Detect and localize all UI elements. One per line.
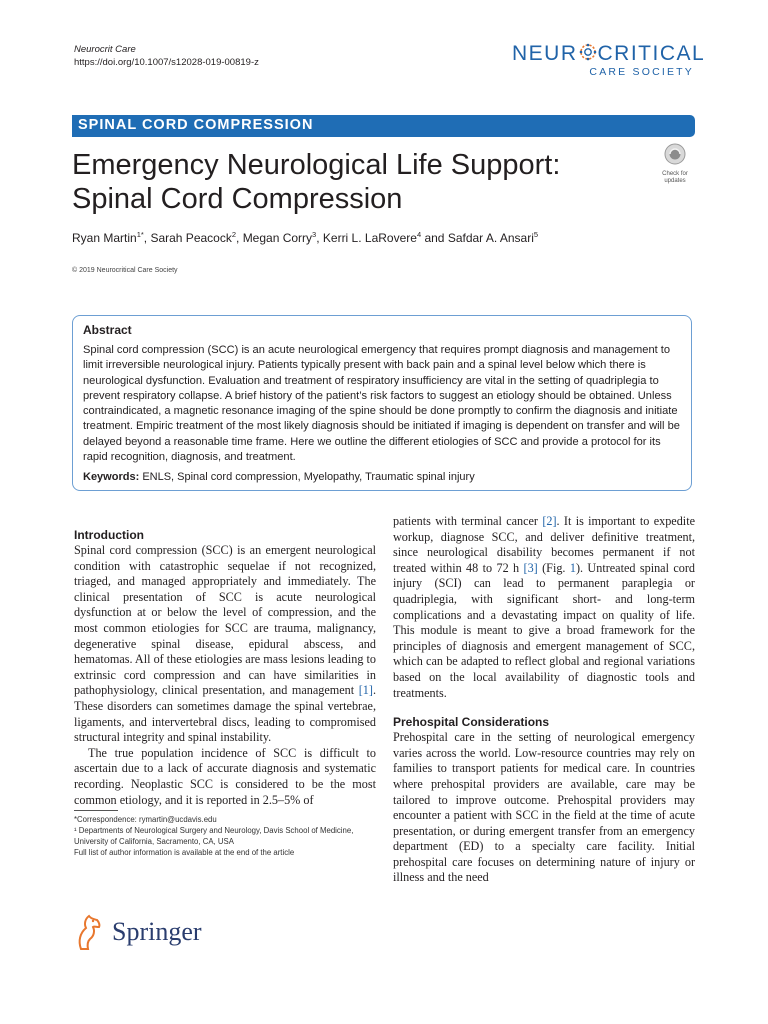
introduction-heading: Introduction <box>74 528 144 542</box>
text-run: Spinal cord compression (SCC) is an emergent neurological condition with catastrophic sequelae if not recognized, triaged, and managed appropriately and immediately. The clinical presentation of SCC is acute neurological dysfunction at or below the level of compression, and the most common etiologies for SCC are trauma, malignancy, degenerative spinal disease, epidural abscess, and hematomas. All of these etiologies are mass lesions leading to extrinsic cord compression and can have similarities in pathophysiology, clinical presentation, and management <box>74 543 376 698</box>
abstract-box <box>72 315 692 491</box>
keywords-label: Keywords: <box>83 471 140 483</box>
logo-text-left: NEUR <box>512 42 578 65</box>
figure-link[interactable]: 1 <box>569 560 576 575</box>
correspondence-note: *Correspondence: rymartin@ucdavis.edu <box>74 815 217 824</box>
author-name[interactable]: Megan Corry <box>242 231 313 245</box>
text-run: . These disorders can sometimes damage the spinal vertebrae, ligaments, and intervertebral discs, leading to compromised structural integrity and spinal instability. <box>74 683 376 745</box>
author-info-note: Full list of author information is available at the end of the article <box>74 848 295 857</box>
text-run: patients with terminal cancer <box>393 514 543 528</box>
author-name[interactable]: Kerri L. LaRovere <box>322 231 417 245</box>
prehospital-paragraph: Prehospital care in the setting of neurological emergency varies across the world. Low-resource countries may rely on families to transport patients for medical care. In countries where prehospital providers are available, care may be tailored to improve outcome. Prehospital providers may encounter a patient with SCC in the field at the time of acute presentation, or during emergent transfer from an emergency department (ED) to a specialty care facility. Initial prehospital care focuses on determining nature of injury or illness and the need <box>393 730 695 885</box>
check-for-updates-badge[interactable] <box>657 142 693 184</box>
author-affiliation-marker: 2 <box>231 230 237 239</box>
body-column-right <box>393 514 695 886</box>
author-affiliation-marker: 1* <box>136 230 144 239</box>
copyright-notice: © 2019 Neurocritical Care Society <box>72 267 178 274</box>
logo-text-right: CRITICAL <box>597 42 706 65</box>
knot-icon <box>578 42 598 62</box>
springer-logo <box>72 911 232 953</box>
body-column-left <box>74 528 376 808</box>
abstract-text: Spinal cord compression (SCC) is an acute neurological emergency that requires prompt diagnosis and management to limit irreversible neurological injury. Patients typically present with back pain and a spinal level below which there is neurological dysfunction. Evaluation and treatment of respiratory insufficiency are vital in the setting of quadriplegia to prevent respiratory collapse. A brief history of the patient’s risk factors to suggest an etiology should be obtained. Unless contraindicated, a magnetic resonance imaging of the spine should be done promptly to confirm the diagnosis and initiate treatment. Empiric treatment of the most likely diagnosis should be initiated if imaging is dependent on transfer and will be delayed beyond a reasonable time frame. Here we outline the different etiologies of SCC and provide a protocol for its rapid recognition, diagnosis, and treatment. <box>83 344 680 464</box>
check-updates-icon <box>657 142 693 166</box>
citation-link[interactable]: [3] <box>523 560 538 575</box>
text-run: (Fig. <box>537 560 570 575</box>
article-title: Emergency Neurological Life Support: Spinal Cord Compression <box>72 149 561 215</box>
journal-name: Neurocrit Care <box>74 44 136 55</box>
footnotes <box>74 814 374 858</box>
author-list: Ryan Martin$^{1*}$, Sarah Peacock$^2$, Megan Corry$^3$, Kerri L. LaRovere$^4$ and Safdar A. Ansari$^5$ <box>72 230 539 245</box>
doi-link[interactable]: https://doi.org/10.1007/s12028-019-00819-z <box>74 57 259 68</box>
citation-link[interactable]: [1] <box>358 683 373 698</box>
author-affiliation-marker: 5 <box>533 230 539 239</box>
publisher-name: Springer <box>112 917 202 946</box>
author-name[interactable]: Sarah Peacock <box>150 231 232 245</box>
section-banner <box>72 115 695 137</box>
springer-horse-icon <box>72 911 108 953</box>
ncs-logo <box>512 42 706 82</box>
text-run: . It is important to expedite workup, diagnose SCC, and deliver definitive treatment, since neurological disability becomes permanent if not treated within 48 to 72 h <box>393 514 695 575</box>
author-name[interactable]: Ryan Martin <box>72 231 137 245</box>
introduction-paragraph <box>74 543 376 746</box>
prehospital-heading: Prehospital Considerations <box>393 715 550 730</box>
footnote-divider <box>74 810 118 811</box>
text-run: ). Untreated spinal cord injury (SCI) can lead to permanent paraplegia or quadriplegia, with significant short- and long-term complications and a devastating impact on quality of life. This module is meant to give a broad framework for the principles of diagnosis and emergent management of SCC, which can be adapted to reflect global and regional variations based on the local availability of diagnostic tools and treatments. <box>393 560 696 700</box>
logo-subtitle: CARE SOCIETY <box>589 66 694 78</box>
citation-link[interactable]: [2] <box>542 514 557 528</box>
journal-meta <box>74 43 259 69</box>
author-affiliation-marker: 4 <box>416 230 422 239</box>
section-label: SPINAL CORD COMPRESSION <box>78 117 314 133</box>
affiliation-note: ¹ Departments of Neurological Surgery and Neurology, Davis School of Medicine, University of California, Sacramento, CA, USA <box>74 826 354 846</box>
keywords-list: ENLS, Spinal cord compression, Myelopathy, Traumatic spinal injury <box>142 471 475 483</box>
introduction-paragraph <box>393 514 695 701</box>
author-name[interactable]: Safdar A. Ansari <box>447 231 534 245</box>
abstract-heading: Abstract <box>83 323 132 337</box>
keywords <box>83 471 475 483</box>
introduction-paragraph: The true population incidence of SCC is difficult to ascertain due to a lack of accurate diagnosis and systematic recording. Neoplastic SCC is considered to be the most common etiology, and it is reported in 2.5–5% of <box>74 745 376 807</box>
check-updates-label: Check for updates <box>662 171 688 184</box>
author-affiliation-marker: 3 <box>312 230 317 239</box>
